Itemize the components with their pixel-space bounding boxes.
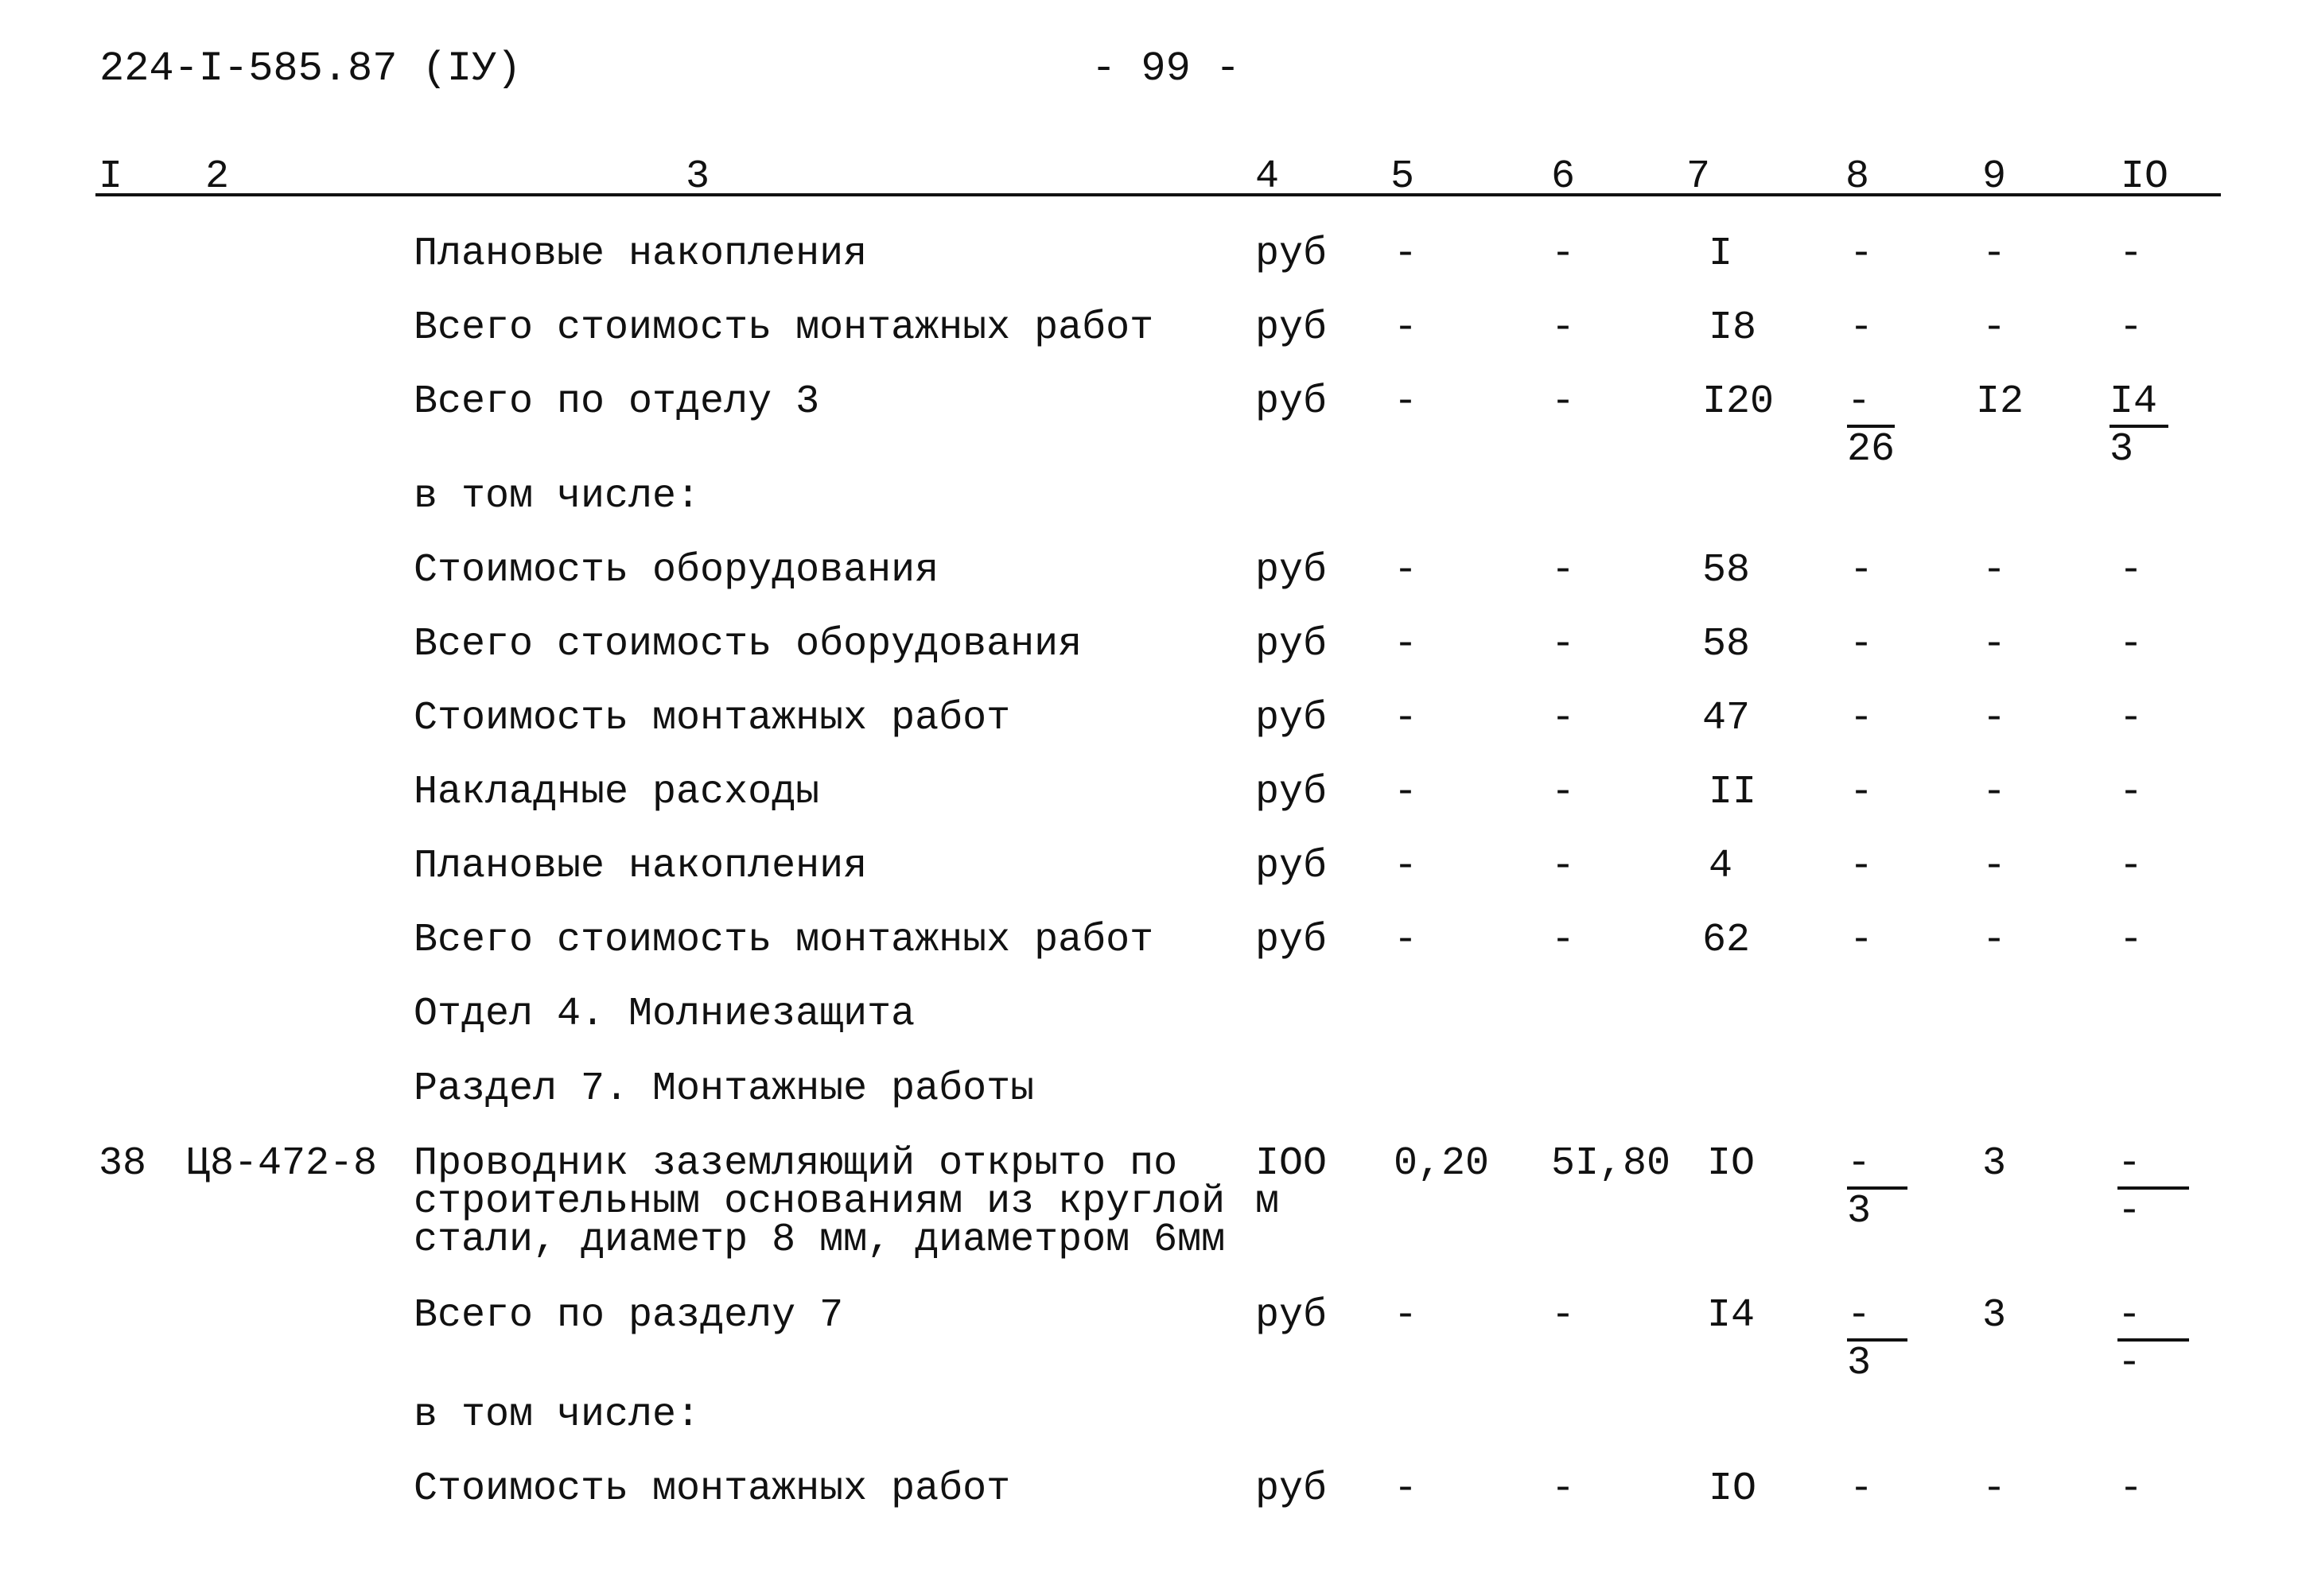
item-number: 38 bbox=[99, 1141, 147, 1186]
row-col7: 58 bbox=[1702, 548, 1751, 593]
row-col5: - bbox=[1394, 305, 1418, 351]
row-col9: - bbox=[1982, 548, 2007, 593]
row-col7: 62 bbox=[1702, 918, 1751, 963]
fraction-numerator: - bbox=[1847, 380, 1895, 428]
row-col8: - bbox=[1849, 1466, 1874, 1512]
row-unit-measure: м bbox=[1255, 1179, 1280, 1225]
row-unit: руб bbox=[1255, 844, 1328, 889]
fraction-denominator: - bbox=[2117, 1189, 2142, 1234]
row-col10: - bbox=[2119, 231, 2144, 277]
row-col5: - bbox=[1394, 1466, 1418, 1512]
row-col8: - bbox=[1849, 770, 1874, 815]
row-col7: I20 bbox=[1702, 379, 1775, 425]
row-col8: - bbox=[1849, 622, 1874, 667]
document-code: 224-I-585.87 (IУ) bbox=[99, 45, 522, 92]
row-unit: руб bbox=[1255, 622, 1328, 667]
item-description-line: стали, диаметр 8 мм, диаметром 6мм bbox=[414, 1217, 1226, 1263]
row-description: Накладные расходы bbox=[414, 770, 820, 815]
row-col5: - bbox=[1394, 622, 1418, 667]
row-col5: - bbox=[1394, 844, 1418, 889]
row-col8: - bbox=[1849, 231, 1874, 277]
row-col9: - bbox=[1982, 844, 2007, 889]
row-col10: - bbox=[2119, 696, 2144, 741]
row-col10: - bbox=[2119, 305, 2144, 351]
row-description: Стоимость оборудования bbox=[414, 548, 939, 593]
row-col10-fraction bbox=[2117, 1294, 2189, 1386]
row-col8-fraction bbox=[1847, 1294, 1907, 1386]
item-code: Ц8-472-8 bbox=[186, 1141, 378, 1186]
row-col6: - bbox=[1551, 696, 1576, 741]
row-col6: 5I,80 bbox=[1551, 1141, 1671, 1186]
row-col10: - bbox=[2119, 548, 2144, 593]
row-col6: - bbox=[1551, 231, 1576, 277]
row-col7: IO bbox=[1709, 1466, 1757, 1512]
row-unit: IOO bbox=[1255, 1141, 1328, 1186]
row-col7: 4 bbox=[1709, 844, 1733, 889]
row-col5: 0,20 bbox=[1394, 1141, 1490, 1186]
row-col9: - bbox=[1982, 231, 2007, 277]
row-col6: - bbox=[1551, 770, 1576, 815]
row-col5: - bbox=[1394, 231, 1418, 277]
row-col8: - bbox=[1849, 918, 1874, 963]
row-col9: - bbox=[1982, 1466, 2007, 1512]
row-col10: - bbox=[2119, 622, 2144, 667]
row-col6: - bbox=[1551, 1466, 1576, 1512]
row-unit: руб bbox=[1255, 770, 1328, 815]
row-col9: I2 bbox=[1976, 379, 2024, 425]
col-header-5: 5 bbox=[1390, 154, 1415, 200]
row-col5: - bbox=[1394, 379, 1418, 425]
row-col9: - bbox=[1982, 622, 2007, 667]
fraction-numerator: - bbox=[2117, 1142, 2189, 1190]
row-unit: руб bbox=[1255, 918, 1328, 963]
row-col5: - bbox=[1394, 548, 1418, 593]
row-unit: руб bbox=[1255, 1466, 1328, 1512]
item-description-line: строительным основаниям из круглой bbox=[414, 1179, 1226, 1225]
row-col7: I8 bbox=[1709, 305, 1757, 351]
row-unit: руб bbox=[1255, 305, 1328, 351]
department-heading: Отдел 4. Молниезащита bbox=[414, 992, 916, 1037]
row-col5: - bbox=[1394, 1293, 1418, 1338]
row-unit: руб bbox=[1255, 379, 1328, 425]
section-heading: Раздел 7. Монтажные работы bbox=[414, 1066, 1035, 1112]
row-description: в том числе: bbox=[414, 474, 701, 519]
col-header-8: 8 bbox=[1845, 154, 1870, 200]
row-col9: - bbox=[1982, 305, 2007, 351]
row-col6: - bbox=[1551, 379, 1576, 425]
row-col9: 3 bbox=[1982, 1293, 2007, 1338]
fraction-denominator: - bbox=[2117, 1341, 2142, 1386]
row-col6: - bbox=[1551, 1293, 1576, 1338]
row-col8-fraction bbox=[1847, 380, 1895, 472]
row-description: Всего по отделу 3 bbox=[414, 379, 820, 425]
row-description: Стоимость монтажных работ bbox=[414, 1466, 1011, 1512]
row-description: Плановые накопления bbox=[414, 844, 868, 889]
fraction-numerator: I4 bbox=[2110, 380, 2168, 428]
fraction-numerator: - bbox=[2117, 1294, 2189, 1342]
row-description: Стоимость монтажных работ bbox=[414, 696, 1011, 741]
row-col6: - bbox=[1551, 622, 1576, 667]
row-col9: - bbox=[1982, 918, 2007, 963]
row-col9: - bbox=[1982, 770, 2007, 815]
row-col10: - bbox=[2119, 770, 2144, 815]
row-col7: II bbox=[1709, 770, 1757, 815]
row-col10: - bbox=[2119, 1466, 2144, 1512]
row-col8: - bbox=[1849, 696, 1874, 741]
fraction-numerator: - bbox=[1847, 1142, 1907, 1190]
row-col6: - bbox=[1551, 548, 1576, 593]
row-description: Всего стоимость оборудования bbox=[414, 622, 1083, 667]
row-col5: - bbox=[1394, 770, 1418, 815]
row-unit: руб bbox=[1255, 1293, 1328, 1338]
col-header-1: I bbox=[99, 154, 123, 200]
fraction-denominator: 3 bbox=[2110, 427, 2134, 472]
row-description: Всего стоимость монтажных работ bbox=[414, 918, 1154, 963]
row-description: в том числе: bbox=[414, 1392, 701, 1438]
col-header-3: 3 bbox=[686, 154, 710, 200]
row-col7: 58 bbox=[1702, 622, 1751, 667]
row-col8: - bbox=[1849, 305, 1874, 351]
item-description bbox=[414, 1141, 1257, 1263]
col-header-6: 6 bbox=[1551, 154, 1576, 200]
page-number: - 99 - bbox=[1091, 45, 1241, 92]
fraction-denominator: 26 bbox=[1847, 427, 1896, 472]
row-col9: 3 bbox=[1982, 1141, 2007, 1186]
row-unit: руб bbox=[1255, 231, 1328, 277]
row-col10: - bbox=[2119, 844, 2144, 889]
row-col7: 47 bbox=[1702, 696, 1751, 741]
fraction-numerator: - bbox=[1847, 1294, 1907, 1342]
row-unit: руб bbox=[1255, 696, 1328, 741]
row-col8: - bbox=[1849, 844, 1874, 889]
row-col5: - bbox=[1394, 918, 1418, 963]
col-header-7: 7 bbox=[1686, 154, 1711, 200]
item-description-line: Проводник заземляющий открыто по bbox=[414, 1141, 1178, 1186]
col-header-4: 4 bbox=[1255, 154, 1280, 200]
row-col10-fraction bbox=[2110, 380, 2168, 472]
header-underline bbox=[95, 193, 2221, 196]
row-description: Всего по разделу 7 bbox=[414, 1293, 844, 1338]
row-col9: - bbox=[1982, 696, 2007, 741]
row-col6: - bbox=[1551, 305, 1576, 351]
row-col10-fraction bbox=[2117, 1142, 2189, 1234]
row-col5: - bbox=[1394, 696, 1418, 741]
col-header-2: 2 bbox=[205, 154, 230, 200]
row-col6: - bbox=[1551, 918, 1576, 963]
row-description: Плановые накопления bbox=[414, 231, 868, 277]
fraction-denominator: 3 bbox=[1847, 1189, 1872, 1234]
col-header-9: 9 bbox=[1982, 154, 2007, 200]
row-description: Всего стоимость монтажных работ bbox=[414, 305, 1154, 351]
row-col8: - bbox=[1849, 548, 1874, 593]
row-col8-fraction bbox=[1847, 1142, 1907, 1234]
row-col7: IO bbox=[1707, 1141, 1756, 1186]
col-header-10: IO bbox=[2121, 154, 2169, 200]
row-unit: руб bbox=[1255, 548, 1328, 593]
row-col7: I bbox=[1709, 231, 1733, 277]
row-col6: - bbox=[1551, 844, 1576, 889]
row-col7: I4 bbox=[1707, 1293, 1756, 1338]
row-col10: - bbox=[2119, 918, 2144, 963]
fraction-denominator: 3 bbox=[1847, 1341, 1872, 1386]
